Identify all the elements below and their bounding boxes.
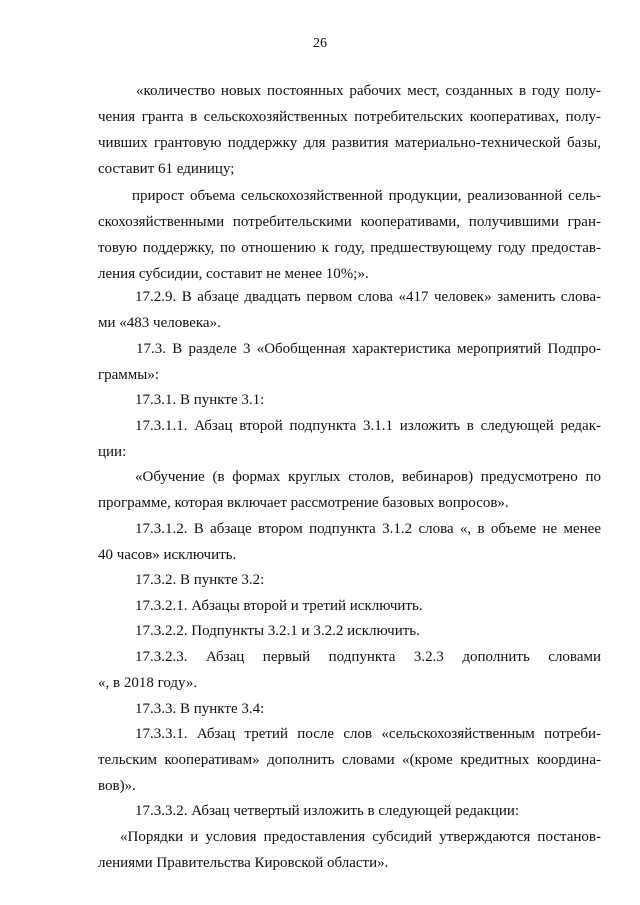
text-line: ления субсидии, составит не менее 10%;». — [98, 266, 369, 283]
paragraph — [98, 336, 601, 388]
text-line: лениями Правительства Кировской области». — [98, 855, 389, 872]
paragraph — [98, 824, 601, 876]
text-line: 17.3.1.1. Абзац второй подпункта 3.1.1 изложить в следующей редак- — [135, 418, 601, 434]
text-line: «, в 2018 году». — [98, 675, 198, 692]
text-line: скохозяйственными потребительскими кооперативами, получившими гран- — [98, 214, 601, 231]
paragraph — [135, 387, 601, 413]
text-line: «количество новых постоянных рабочих мест, созданных в году полу- — [136, 83, 601, 99]
paragraph — [135, 567, 601, 593]
text-line: 17.3.3.2. Абзац четвертый изложить в следующей редакции: — [135, 803, 520, 819]
paragraph — [135, 696, 601, 722]
text-line: товую поддержку, по отношению к году, предшествующему году предостав- — [98, 240, 601, 257]
text-line: «Обучение (в формах круглых столов, вебинаров) предусмотрено по — [135, 469, 601, 485]
text-line: составит 61 единицу; — [98, 161, 235, 178]
text-line: 17.3.2.3. Абзац первый подпункта 3.2.3 дополнить словами — [135, 649, 601, 665]
paragraph — [98, 644, 601, 696]
text-line: чивших грантовую поддержку для развития материально-технической базы, — [98, 135, 601, 152]
paragraph — [135, 593, 601, 619]
text-line: вов)». — [98, 778, 136, 795]
paragraph — [98, 183, 601, 287]
paragraph — [135, 618, 601, 644]
paragraph — [98, 464, 601, 516]
paragraph — [98, 78, 601, 182]
paragraph — [98, 721, 601, 799]
text-line: 17.3.1.2. В абзаце втором подпункта 3.1.2 слова «, в объеме не менее — [135, 521, 601, 537]
text-line: 17.3. В разделе 3 «Обобщенная характеристика мероприятий Подпро- — [136, 341, 601, 357]
paragraph — [98, 413, 601, 465]
text-line: программе, которая включает рассмотрение базовых вопросов». — [98, 495, 509, 512]
text-line: 17.2.9. В абзаце двадцать первом слова «417 человек» заменить слова- — [135, 289, 601, 305]
paragraph — [98, 516, 601, 568]
text-line: граммы»: — [98, 367, 160, 384]
text-line: тельским кооперативам» дополнить словами «(кроме кредитных координа- — [98, 752, 601, 769]
text-line: 17.3.2.2. Подпункты 3.2.1 и 3.2.2 исключить. — [135, 623, 420, 639]
text-line: прирост объема сельскохозяйственной продукции, реализованной сель- — [132, 188, 601, 204]
text-line: 17.3.2.1. Абзацы второй и третий исключить. — [135, 598, 423, 614]
text-line: 40 часов» исключить. — [98, 547, 237, 564]
text-line: чения гранта в сельскохозяйственных потребительских кооперативах, полу- — [98, 109, 601, 126]
text-line: «Порядки и условия предоставления субсидий утверждаются постанов- — [120, 829, 601, 845]
text-line: ции: — [98, 444, 127, 461]
text-line: 17.3.3. В пункте 3.4: — [135, 701, 265, 717]
paragraph — [135, 798, 601, 824]
text-line: 17.3.1. В пункте 3.1: — [135, 392, 265, 408]
text-line: ми «483 человека». — [98, 315, 221, 332]
text-line: 17.3.3.1. Абзац третий после слов «сельскохозяйственным потреби- — [135, 726, 601, 742]
text-line: 17.3.2. В пункте 3.2: — [135, 572, 265, 588]
paragraph — [98, 284, 601, 336]
page-number: 26 — [313, 36, 327, 51]
